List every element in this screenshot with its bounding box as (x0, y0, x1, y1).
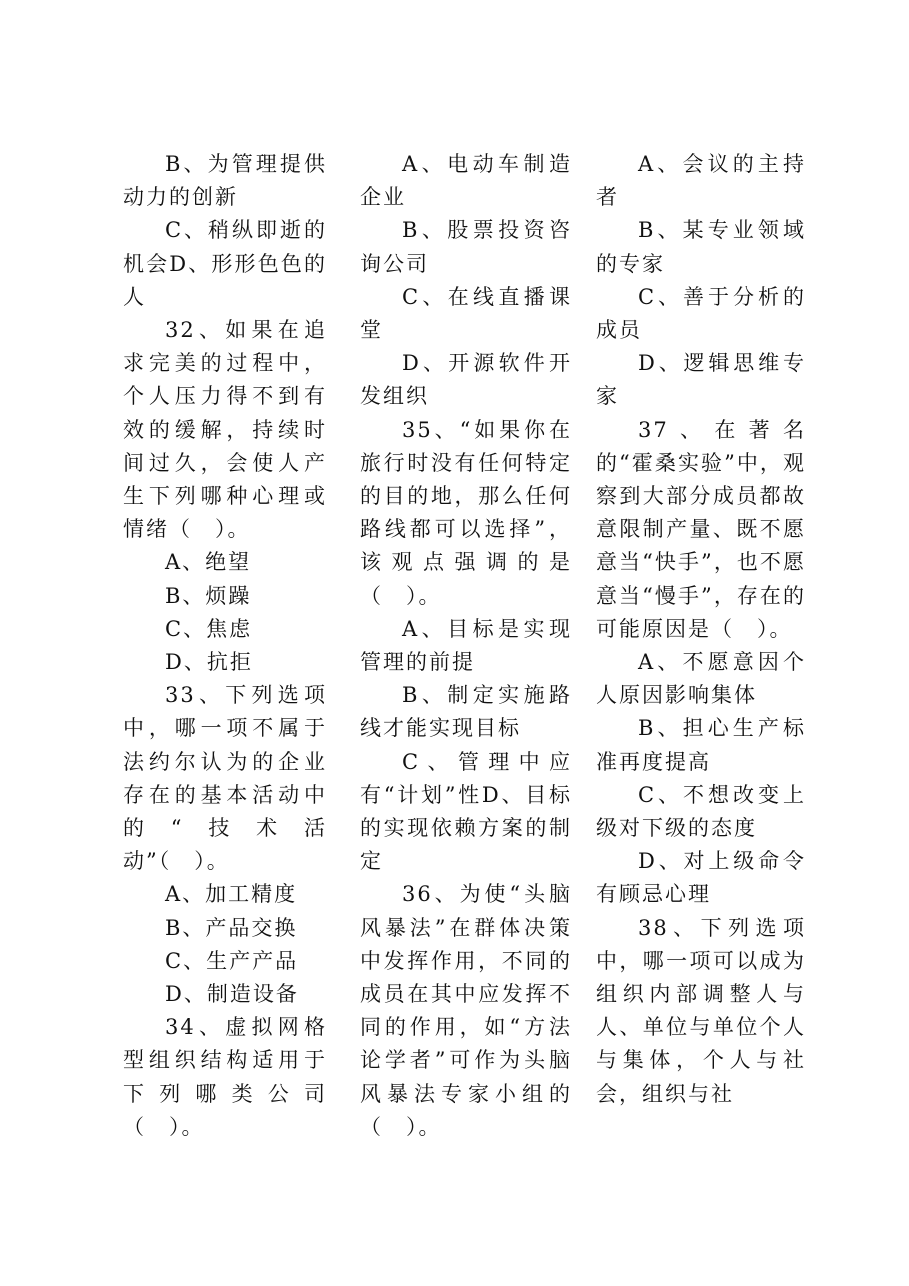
option-b: B、某专业领域的专家 (596, 218, 806, 276)
option-a: A、绝望 (165, 550, 252, 575)
text-column-1 (123, 148, 327, 1144)
question-33: 33、下列选项中，哪一项不属于法约尔认为的企业存在的基本活动中的“技术活动”（ ）。 (123, 683, 327, 874)
option-b: B、股票投资咨询公司 (360, 218, 572, 276)
text-column-2 (360, 148, 572, 1144)
option-a: A、加工精度 (165, 882, 298, 907)
option-a: A、不愿意因个人原因影响集体 (596, 650, 806, 708)
question-37: 37、在著名的“霍桑实验”中，观察到大部分成员都故意限制产量、既不愿意当“快手”，也不愿意当“慢手”，存在的可能原因是（ ）。 (596, 417, 806, 641)
option-b: B、担心生产标准再度提高 (596, 716, 806, 774)
option-c: C、生产产品 (165, 948, 299, 973)
question-38: 38、下列选项中，哪一项可以成为组织内部调整人与人、单位与单位个人与集体，个人与社会，组织与社 (596, 915, 806, 1106)
option-c: C、善于分析的成员 (596, 284, 806, 343)
paragraph: C、稍纵即逝的机会D、形形色色的人 (123, 218, 327, 309)
option-c: C、在线直播课堂 (360, 284, 572, 343)
question-32: 32、如果在追求完美的过程中，个人压力得不到有效的缓解，持续时间过久，会使人产生下列哪种心理或情绪（ ）。 (123, 318, 327, 542)
option-c: C、不想改变上级对下级的态度 (596, 782, 806, 841)
option-b: B、产品交换 (165, 915, 298, 940)
option-d: D、开源软件开发组织 (360, 351, 572, 409)
option-c: C、焦虑 (165, 616, 253, 641)
option-d: D、制造设备 (165, 982, 299, 1007)
text-column-3 (596, 148, 806, 1111)
question-34: 34、虚拟网格型组织结构适用于下列哪类公司（ ）。 (123, 1015, 327, 1139)
option-a: A、电动车制造企业 (360, 152, 572, 210)
paragraph: B、为管理提供动力的创新 (123, 152, 327, 210)
option-d: D、逻辑思维专家 (596, 351, 806, 409)
option-d: D、对上级命令有顾忌心理 (596, 849, 806, 907)
question-35: 35、“如果你在旅行时没有任何特定的目的地，那么任何路线都可以选择”，该观点强调的是（ ）。 (360, 417, 572, 608)
question-36: 36、为使“头脑风暴法”在群体决策中发挥作用，不同的成员在其中应发挥不同的作用，如“方法论学者”可作为头脑风暴法专家小组的（ ）。 (360, 882, 572, 1139)
option-b: B、制定实施路线才能实现目标 (360, 683, 572, 741)
option-a: A、会议的主持者 (596, 152, 806, 210)
option-c-d: C、管理中应有“计划”性D、目标的实现依赖方案的制定 (360, 749, 572, 874)
option-b: B、烦躁 (165, 583, 252, 608)
option-a: A、目标是实现管理的前提 (360, 616, 572, 675)
option-d: D、抗拒 (165, 650, 253, 675)
